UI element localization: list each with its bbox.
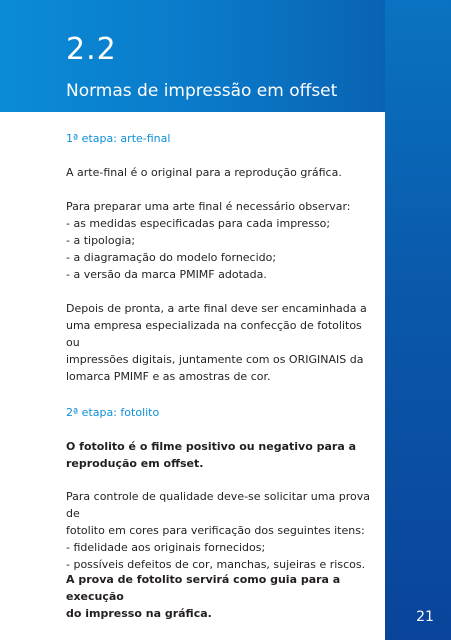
page-number: 21 xyxy=(416,609,434,625)
guide-line: A prova de fotolito servirá como guia para a execução xyxy=(66,573,341,603)
guide-line: do impresso na gráfica. xyxy=(66,607,212,620)
stage-1-heading: 1ª etapa: arte-final xyxy=(66,132,171,145)
prep-item: - a diagramação do modelo fornecido; xyxy=(66,251,277,264)
prep-item: - as medidas especificadas para cada impresso; xyxy=(66,217,331,230)
stage-1-intro: A arte-final é o original para a reprodução gráfica. xyxy=(66,166,342,179)
prep-lead: Para preparar uma arte final é necessário observar: xyxy=(66,200,351,213)
header-band xyxy=(0,0,385,112)
prep-item: - a tipologia; xyxy=(66,234,136,247)
stage-2-definition xyxy=(66,438,378,472)
definition-line: O fotolito é o filme positivo ou negativo para a xyxy=(66,440,357,453)
check-item: - fidelidade aos originais fornecidos; xyxy=(66,541,266,554)
stage-2-guide-paragraph xyxy=(66,571,378,622)
section-title: Normas de impressão em offset xyxy=(66,81,338,101)
stage-2-control-paragraph xyxy=(66,488,378,573)
section-number: 2.2 xyxy=(66,32,117,67)
stage-2-heading: 2ª etapa: fotolito xyxy=(66,406,160,419)
stage-1-after-paragraph xyxy=(66,300,378,385)
definition-line: reprodução em offset. xyxy=(66,457,204,470)
paragraph-line: Depois de pronta, a arte final deve ser encaminhada a xyxy=(66,302,367,315)
stage-1-prep-block xyxy=(66,198,378,283)
paragraph-line: lomarca PMIMF e as amostras de cor. xyxy=(66,370,271,383)
paragraph-line: uma empresa especializada na confecção de fotolitos ou xyxy=(66,319,362,349)
paragraph-line: fotolito em cores para verificação dos seguintes itens: xyxy=(66,524,365,537)
paragraph-line: Para controle de qualidade deve-se solicitar uma prova de xyxy=(66,490,370,520)
check-item: - possíveis defeitos de cor, manchas, sujeiras e riscos. xyxy=(66,558,366,571)
side-bar xyxy=(385,0,451,640)
prep-item: - a versão da marca PMIMF adotada. xyxy=(66,268,267,281)
paragraph-line: impressões digitais, juntamente com os ORIGINAIS da xyxy=(66,353,364,366)
